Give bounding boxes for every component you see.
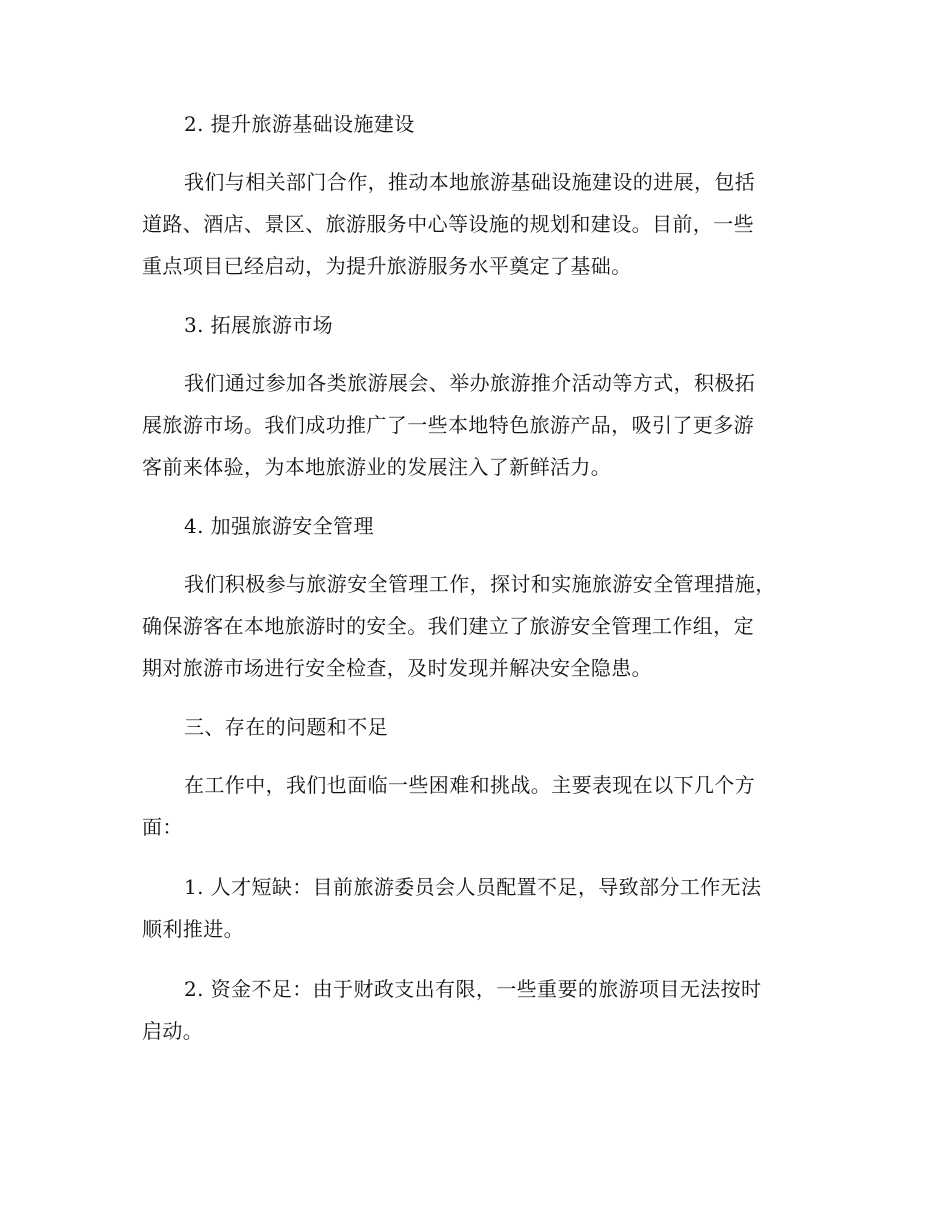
paragraph-line: 在工作中，我们也面临一些困难和挑战。主要表现在以下几个方 [184, 773, 756, 797]
paragraph-line: 期对旅游市场进行安全检查，及时发现并解决安全隐患。 [142, 656, 652, 680]
paragraph-line: 客前来体验，为本地旅游业的发展注入了新鲜活力。 [142, 455, 612, 479]
paragraph-line: 我们通过参加各类旅游展会、举办旅游推介活动等方式，积极拓 [184, 371, 756, 395]
section-heading: 3. 拓展旅游市场 [184, 313, 334, 337]
paragraph-line: 确保游客在本地旅游时的安全。我们建立了旅游安全管理工作组，定 [142, 614, 754, 638]
paragraph-line: 道路、酒店、景区、旅游服务中心等设施的规划和建设。目前，一些 [142, 212, 754, 236]
chapter-heading: 三、存在的问题和不足 [184, 715, 388, 739]
section-heading: 2. 提升旅游基础设施建设 [184, 112, 415, 136]
paragraph-line: 展旅游市场。我们成功推广了一些本地特色旅游产品，吸引了更多游 [142, 413, 754, 437]
list-item-line: 2. 资金不足：由于财政支出有限，一些重要的旅游项目无法按时 [184, 977, 762, 1001]
paragraph-line: 面： [142, 815, 183, 839]
paragraph-line: 我们与相关部门合作，推动本地旅游基础设施建设的进展，包括 [184, 170, 756, 194]
paragraph-line: 重点项目已经启动，为提升旅游服务水平奠定了基础。 [142, 254, 632, 278]
list-item-line: 启动。 [142, 1019, 204, 1043]
section-heading: 4. 加强旅游安全管理 [184, 514, 374, 538]
paragraph-line: 我们积极参与旅游安全管理工作，探讨和实施旅游安全管理措施， [184, 572, 776, 596]
list-item-line: 顺利推进。 [142, 917, 244, 941]
list-item-line: 1. 人才短缺：目前旅游委员会人员配置不足，导致部分工作无法 [184, 875, 762, 899]
